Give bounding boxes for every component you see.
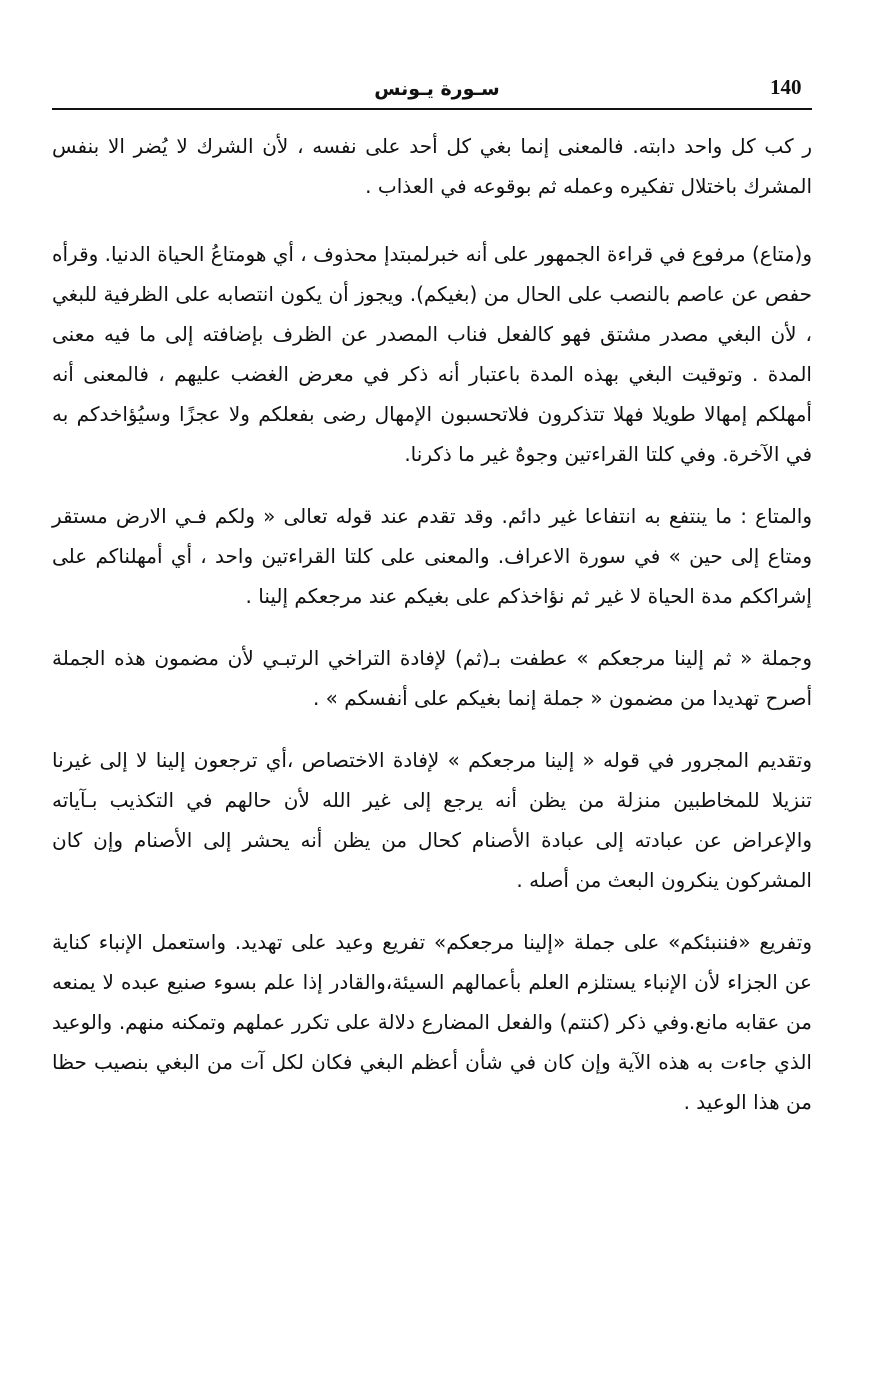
surah-title: سـورة يـونس [374,78,500,100]
paragraph: وتفريع «فننبئكم» على جملة «إلينا مرجعكم» تفريع وعيد على تهديد. واستعمل الإنباء كناية عن الجزاء لأن الإنباء يستلزم العلم بأعمالهم السيئة،والقادر إذا علم بسوء صنيع عبده لا يمنعه من عقابه مانع.وفي ذكر (كنتم) والفعل المضارع دلالة على تكرر عملهم وتمكنه منهم. والوعيد الذي جاءت به هذه الآية وإن كان في شأن أعظم البغي فكان لكل آت من البغي بنصيب حظا من هذا الوعيد . [52,930,812,1114]
paragraph: والمتاع : ما ينتفع به انتفاعا غير دائم. وقد تقدم عند قوله تعالى « ولكم فـي الارض مستقر ومتاع إلى حين » في سورة الاعراف. والمعنى على كلتا القراءتين واحد ، أي أمهلناكم على إشراككم مدة الحياة لا غير ثم نؤاخذكم على بغيكم عند مرجعكم إلينا . [52,504,812,608]
paragraph: وجملة « ثم إلينا مرجعكم » عطفت بـ(ثم) لإفادة التراخي الرتبـي لأن مضمون هذه الجملة أصرح تهديدا من مضمون « جملة إنما بغيكم على أنفسكم » . [52,646,812,710]
paragraph: و(متاع) مرفوع في قراءة الجمهور على أنه خبرلمبتدإ محذوف ، أي هومتاعُ الحياة الدنيا. وقرأه حفص عن عاصم بالنصب على الحال من (بغيكم). ويجوز أن يكون انتصابه على الظرفية للبغي ، لأن البغي مصدر مشتق فهو كالفعل فناب المصدر عن الظرف بإضافته إلى ما فيه معنى المدة . وتوقيت البغي بهذه المدة باعتبار أنه ذكر في معرض الغضب عليهم ، فالمعنى أنه أمهلكم إمهالا طويلا فهلا تتذكرون فلاتحسبون الإمهال رضى بفعلكم ولا عجزًا وسيُؤاخدكم به في الآخرة. وفي كلتا القراءتين وجوهٌ غير ما ذكرنا. [52,242,812,466]
body-text [52,126,812,1122]
page-header [52,70,812,110]
page-number: 140 [770,75,802,99]
book-page [52,70,812,1144]
paragraph: وتقديم المجرور في قوله « إلينا مرجعكم » لإفادة الاختصاص ،أي ترجعون إلينا لا إلى غيرنا تنزيلا للمخاطبين منزلة من يظن أنه يرجع إلى غير الله لأن حالهم في التكذيب بـآياته والإعراض عن عبادته إلى عبادة الأصنام كحال من يظن أنه يحشر إلى الأصنام وإن كان المشركون ينكرون البعث من أصله . [52,748,812,892]
paragraph: ر كب كل واحد دابته. فالمعنى إنما بغي كل أحد على نفسه ، لأن الشرك لا يُضر الا بنفس المشرك باختلال تفكيره وعمله ثم بوقوعه في العذاب . [52,134,812,198]
